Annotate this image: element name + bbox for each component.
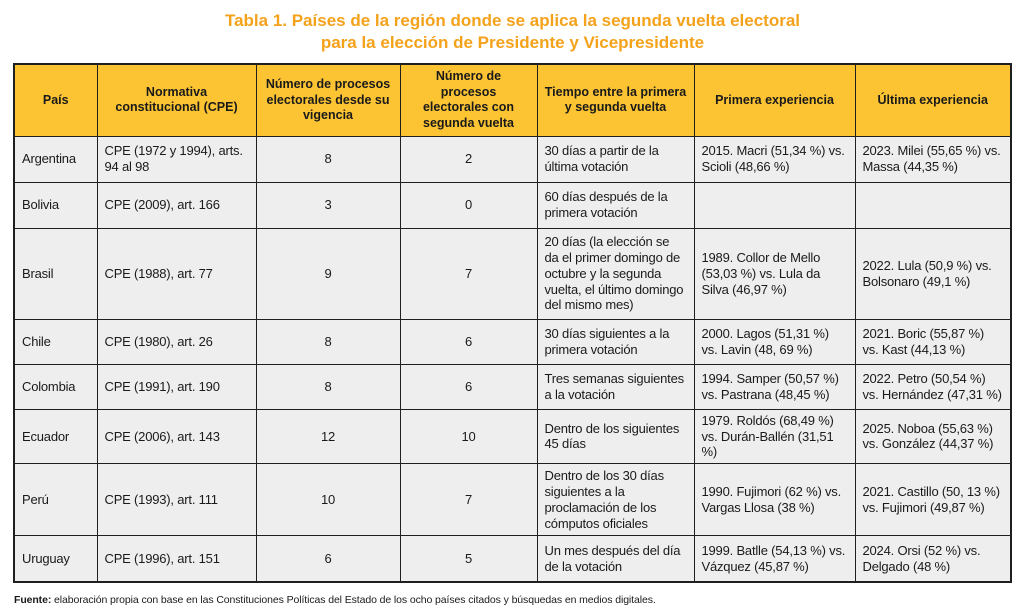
- processes-runoff-cell: 7: [400, 464, 537, 536]
- time-between-cell: Tres semanas siguientes a la votación: [537, 364, 694, 409]
- processes-total-cell: 12: [256, 409, 400, 464]
- processes-total-cell: 10: [256, 464, 400, 536]
- table-body: [14, 136, 1011, 582]
- first-experience-cell: 1990. Fujimori (62 %) vs. Vargas Llosa (38 %): [694, 464, 855, 536]
- source-text: elaboración propia con base en las Constituciones Políticas del Estado de los ocho países citados y búsquedas en medios digitales.: [51, 593, 656, 606]
- processes-total-cell: 9: [256, 228, 400, 319]
- normative-cell: CPE (1996), art. 151: [97, 536, 256, 582]
- column-header-processes-runoff: Número de procesos electorales con segunda vuelta: [400, 64, 537, 136]
- country-cell: Uruguay: [14, 536, 97, 582]
- header-row: [14, 64, 1011, 136]
- processes-runoff-cell: 6: [400, 319, 537, 364]
- last-experience-cell: 2022. Lula (50,9 %) vs. Bolsonaro (49,1 %): [855, 228, 1011, 319]
- country-cell: Chile: [14, 319, 97, 364]
- last-experience-cell: 2021. Boric (55,87 %) vs. Kast (44,13 %): [855, 319, 1011, 364]
- last-experience-cell: 2022. Petro (50,54 %) vs. Hernández (47,31 %): [855, 364, 1011, 409]
- country-cell: Ecuador: [14, 409, 97, 464]
- time-between-cell: Dentro de los siguientes 45 días: [537, 409, 694, 464]
- column-header-processes-total: Número de procesos electorales desde su vigencia: [256, 64, 400, 136]
- table-row: [14, 136, 1011, 182]
- source-label: Fuente:: [14, 593, 52, 606]
- column-header-time-between: Tiempo entre la primera y segunda vuelta: [537, 64, 694, 136]
- last-experience-cell: 2023. Milei (55,65 %) vs. Massa (44,35 %): [855, 136, 1011, 182]
- first-experience-cell: 1979. Roldós (68,49 %) vs. Durán-Ballén (31,51 %): [694, 409, 855, 464]
- table-row: [14, 182, 1011, 228]
- time-between-cell: Un mes después del día de la votación: [537, 536, 694, 582]
- table-row: [14, 319, 1011, 364]
- processes-total-cell: 8: [256, 136, 400, 182]
- normative-cell: CPE (1991), art. 190: [97, 364, 256, 409]
- processes-runoff-cell: 7: [400, 228, 537, 319]
- country-cell: Colombia: [14, 364, 97, 409]
- table-row: [14, 409, 1011, 464]
- processes-runoff-cell: 5: [400, 536, 537, 582]
- processes-total-cell: 6: [256, 536, 400, 582]
- country-cell: Brasil: [14, 228, 97, 319]
- time-between-cell: 20 días (la elección se da el primer domingo de octubre y la segunda vuelta, el último domingo del mismo mes): [537, 228, 694, 319]
- normative-cell: CPE (1980), art. 26: [97, 319, 256, 364]
- processes-runoff-cell: 10: [400, 409, 537, 464]
- normative-cell: CPE (2006), art. 143: [97, 409, 256, 464]
- last-experience-cell: 2024. Orsi (52 %) vs. Delgado (48 %): [855, 536, 1011, 582]
- table-header: [14, 64, 1011, 136]
- first-experience-cell: 2015. Macri (51,34 %) vs. Scioli (48,66 %): [694, 136, 855, 182]
- column-header-last-experience: Última experiencia: [855, 64, 1011, 136]
- normative-cell: CPE (2009), art. 166: [97, 182, 256, 228]
- normative-cell: CPE (1988), art. 77: [97, 228, 256, 319]
- table-row: [14, 536, 1011, 582]
- first-experience-cell: 2000. Lagos (51,31 %) vs. Lavin (48, 69 %): [694, 319, 855, 364]
- table-title-line1: Tabla 1. Países de la región donde se aplica la segunda vuelta electoral: [224, 11, 801, 30]
- last-experience-cell: 2021. Castillo (50, 13 %) vs. Fujimori (49,87 %): [855, 464, 1011, 536]
- table-title-line2: para la elección de Presidente y Vicepresidente: [320, 33, 705, 53]
- second-round-table: [13, 63, 1012, 583]
- column-header-country: País: [14, 64, 97, 136]
- normative-cell: CPE (1993), art. 111: [97, 464, 256, 536]
- first-experience-cell: [694, 182, 855, 228]
- source-note: [14, 594, 1025, 606]
- processes-runoff-cell: 2: [400, 136, 537, 182]
- table-row: [14, 464, 1011, 536]
- processes-total-cell: 3: [256, 182, 400, 228]
- last-experience-cell: [855, 182, 1011, 228]
- table-row: [14, 228, 1011, 319]
- time-between-cell: Dentro de los 30 días siguientes a la proclamación de los cómputos oficiales: [537, 464, 694, 536]
- time-between-cell: 60 días después de la primera votación: [537, 182, 694, 228]
- country-cell: Perú: [14, 464, 97, 536]
- processes-total-cell: 8: [256, 319, 400, 364]
- column-header-first-experience: Primera experiencia: [694, 64, 855, 136]
- last-experience-cell: 2025. Noboa (55,63 %) vs. González (44,37 %): [855, 409, 1011, 464]
- first-experience-cell: 1989. Collor de Mello (53,03 %) vs. Lula da Silva (46,97 %): [694, 228, 855, 319]
- table-row: [14, 364, 1011, 409]
- normative-cell: CPE (1972 y 1994), arts. 94 al 98: [97, 136, 256, 182]
- first-experience-cell: 1999. Batlle (54,13 %) vs. Vázquez (45,87 %): [694, 536, 855, 582]
- processes-runoff-cell: 0: [400, 182, 537, 228]
- processes-runoff-cell: 6: [400, 364, 537, 409]
- column-header-normative: Normativa constitucional (CPE): [97, 64, 256, 136]
- table-title: [0, 0, 1025, 54]
- country-cell: Bolivia: [14, 182, 97, 228]
- first-experience-cell: 1994. Samper (50,57 %) vs. Pastrana (48,45 %): [694, 364, 855, 409]
- country-cell: Argentina: [14, 136, 97, 182]
- time-between-cell: 30 días a partir de la última votación: [537, 136, 694, 182]
- processes-total-cell: 8: [256, 364, 400, 409]
- time-between-cell: 30 días siguientes a la primera votación: [537, 319, 694, 364]
